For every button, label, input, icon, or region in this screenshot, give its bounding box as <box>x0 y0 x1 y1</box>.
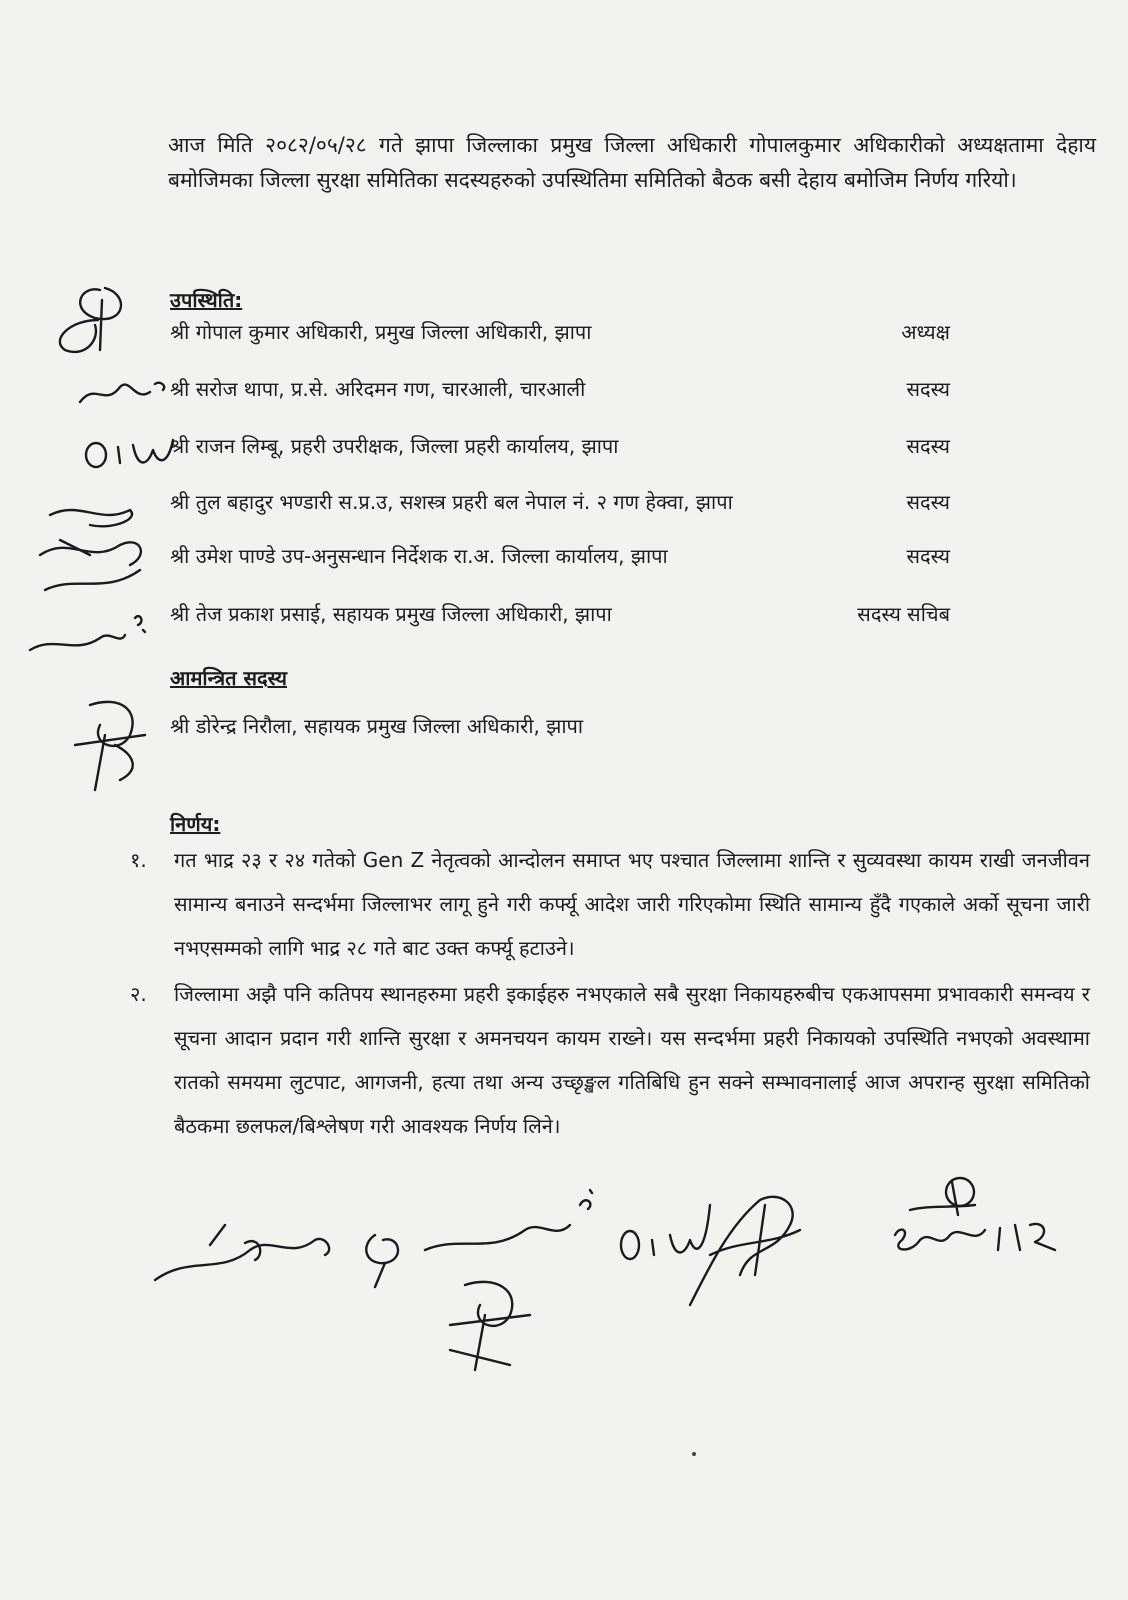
member-role: सदस्य <box>906 377 950 401</box>
invited-member-row <box>170 710 950 742</box>
member-name: श्री तुल बहादुर भण्डारी स.प्र.उ, सशस्त्र प्रहरी बल नेपाल नं. २ गण हेक्वा, झापा <box>170 490 733 514</box>
member-name: श्री राजन लिम्बू, प्रहरी उपरीक्षक, जिल्ला प्रहरी कार्यालय, झापा <box>170 434 619 458</box>
attendance-heading: उपस्थिति: <box>170 288 243 312</box>
decision-number: १. <box>130 848 147 872</box>
signature-invited-member <box>60 685 160 795</box>
member-row <box>170 598 950 630</box>
intro-paragraph: आज मिति २०८२/०५/२८ गते झापा जिल्लाका प्रमुख जिल्ला अधिकारी गोपालकुमार अधिकारीको अध्यक्षतामा देहाय बमोजिमका जिल्ला सुरक्षा समितिका सदस्यहरुको उपस्थितिमा समितिको बैठक बसी देहाय बमोजिम निर्णय गरियो। <box>168 133 1096 192</box>
member-name: श्री सरोज थापा, प्र.से. अरिदमन गण, चारआली, चारआली <box>170 377 586 401</box>
signature-bottom-1 <box>150 1215 350 1290</box>
member-role: सदस्य <box>906 434 950 458</box>
member-row <box>170 316 950 348</box>
decision-item <box>130 838 1090 970</box>
decision-text: जिल्लामा अझै पनि कतिपय स्थानहरुमा प्रहरी इकाईहरु नभएकाले सबै सुरक्षा निकायहरुबीच एकआपसमा प्रभावकारी समन्वय र सूचना आदान प्रदान गरी शान्ति सुरक्षा र अमनचयन कायम राख्ने। यस सन्दर्भमा प्रहरी निकायको उपस्थिति नभएको अवस्थामा रातको समयमा लुटपाट, आगजनी, हत्या तथा अन्य उच्छृङ्खल गतिबिधि हुन सक्ने सम्भावनालाई आज अपरान्ह सुरक्षा समितिको बैठकमा छलफल/बिश्लेषण गरी आवश्यक निर्णय लिने। <box>174 982 1090 1138</box>
member-row <box>170 430 950 462</box>
invited-heading: आमन्त्रित सदस्य <box>170 666 288 690</box>
member-row <box>170 373 950 405</box>
decision-number: २. <box>130 982 147 1006</box>
signature-member-2 <box>75 372 175 412</box>
signature-bottom-2 <box>355 1225 415 1290</box>
member-role: सदस्य सचिब <box>857 602 950 626</box>
member-role: सदस्य <box>906 544 950 568</box>
decision-item <box>130 972 1090 1148</box>
decisions-heading: निर्णय: <box>170 812 221 836</box>
signature-member-3 <box>78 425 178 475</box>
member-role: अध्यक्ष <box>901 320 950 344</box>
signature-member-4-5 <box>30 495 160 605</box>
member-name: श्री गोपाल कुमार अधिकारी, प्रमुख जिल्ला अधिकारी, झापा <box>170 320 592 344</box>
signature-bottom-3 <box>420 1185 600 1260</box>
member-row <box>170 540 950 572</box>
member-role: सदस्य <box>906 490 950 514</box>
member-name: श्री डोरेन्द्र निरौला, सहायक प्रमुख जिल्ला अधिकारी, झापा <box>170 714 584 738</box>
member-name: श्री तेज प्रकाश प्रसाई, सहायक प्रमुख जिल्ला अधिकारी, झापा <box>170 602 612 626</box>
signature-bottom-4 <box>430 1265 550 1375</box>
signature-bottom-6 <box>670 1185 820 1315</box>
member-name: श्री उमेश पाण्डे उप-अनुसन्धान निर्देशक रा.अ. जिल्ला कार्यालय, झापा <box>170 544 668 568</box>
signature-member-6 <box>25 600 155 660</box>
member-row <box>170 486 950 518</box>
scan-speck <box>692 1452 696 1456</box>
signature-bottom-7-dated <box>880 1170 1070 1270</box>
decision-text: गत भाद्र २३ र २४ गतेको Gen Z नेतृत्वको आन्दोलन समाप्त भए पश्चात जिल्लामा शान्ति र सुव्यवस्था कायम राखी जनजीवन सामान्य बनाउने सन्दर्भमा जिल्लाभर लागू हुने गरी कर्फ्यू आदेश जारी गरिएकोमा स्थिति सामान्य हुँदै गएकाले अर्को सूचना जारी नभएसम्मको लागि भाद्र २८ गते बाट उक्त कर्फ्यू हटाउने। <box>174 848 1090 960</box>
signature-chairman <box>40 280 140 360</box>
